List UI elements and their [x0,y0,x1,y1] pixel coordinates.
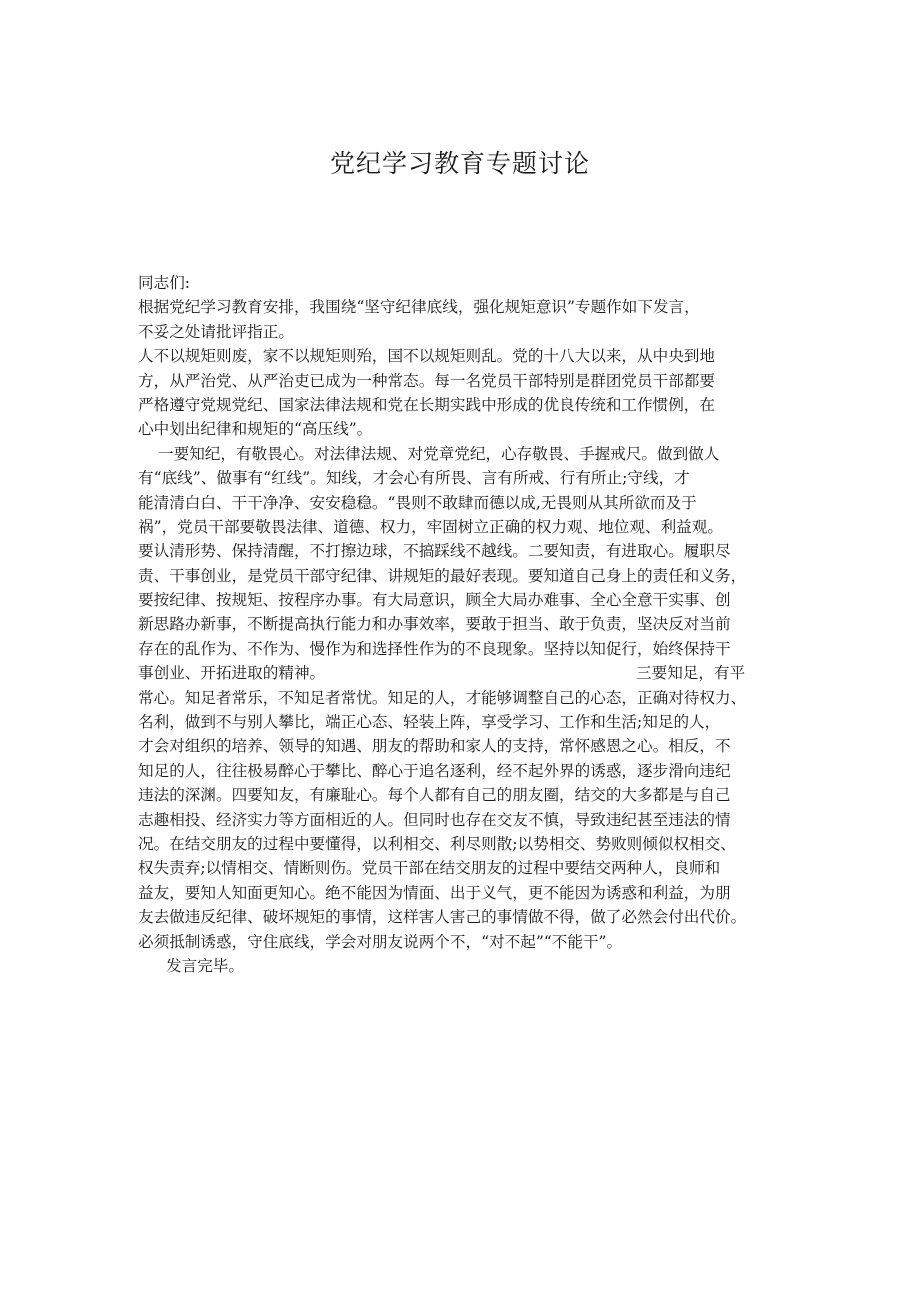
text-line: 人不以规矩则废，家不以规矩则殆，国不以规矩则乱。党的十八大以来，从中央到地 [138,347,715,366]
text-line: 况。在结交朋友的过程中要懂得，以利相交、利尽则散;以势相交、势败则倾似权相交、 [138,834,736,853]
text-line: 权失责弃;以情相交、情断则伤。党员干部在结交朋友的过程中要结交两种人，良师和 [138,859,721,878]
text-line: 祸”，党员干部要敬畏法律、道德、权力，牢固树立正确的权力观、地位观、利益观。 [138,517,723,536]
text-line: 责、干事创业，是党员干部守纪律、讲规矩的最好表现。要知道自己身上的责任和义务， [138,566,747,585]
text-line: 同志们: [138,274,191,292]
text-line: 才会对组织的培养、领导的知遇、朋友的帮助和家人的支持，常怀感恩之心。相反，不 [138,737,731,756]
document-title: 党纪学习教育专题讨论 [329,149,590,178]
text-line: 违法的深渊。四要知友，有廉耻心。每个人都有自己的朋友圈，结交的大多都是与自己 [138,786,731,805]
text-line: 存在的乱作为、不作为、慢作为和选择性作为的不良现象。坚持以知促行，始终保持干 [138,639,731,658]
text-line: 心中划出纪律和规矩的“高压线”。 [138,420,373,439]
text-fragment: 事创业、开拓进取的精神。 [138,664,326,683]
text-line-split [138,661,788,685]
text-line: 必须抵制诱惑，守住底线，学会对朋友说两个不，“对不起”“不能干”。 [138,932,623,951]
text-line: 发言完毕。 [166,956,244,975]
text-line: 名利，做到不与别人攀比，端正心态、轻装上阵，享受学习、工作和生活;知足的人， [138,713,721,732]
text-line: 根据党纪学习教育安排，我围绕“坚守纪律底线，强化规矩意识”专题作如下发言， [138,298,700,317]
text-line: 不妥之处请批评指正。 [138,322,294,341]
text-line: 新思路办新事，不断提高执行能力和办事效率，要敢于担当、敢于负责，坚决反对当前 [138,615,731,634]
text-fragment: 三要知足，有平 [636,664,746,683]
text-line: 能清清白白、干干净净、安安稳稳。“畏则不敢肆而德以成,无畏则从其所欲而及于 [138,493,697,512]
text-line: 志趣相投、经济实力等方面相近的人。但同时也存在交友不慎，导致违纪甚至违法的情 [138,810,731,829]
text-line: 方，从严治党、从严治吏已成为一种常态。每一名党员干部特别是群团党员干部都要 [138,371,715,390]
text-line: 严格遵守党规党纪、国家法律法规和党在长期实践中形成的优良传统和工作惯例，在 [138,395,715,414]
text-line: 要认清形势、保持清醒，不打擦边球，不搞踩线不越线。二要知责，有进取心。履职尽 [138,542,731,561]
text-line: 有“底线”、做事有“红线”。知线，才会心有所畏、言有所戒、行有所止;守线，才 [138,469,690,488]
text-line: 常心。知足者常乐，不知足者常忧。知足的人，才能够调整自己的心态，正确对待权力、 [138,688,747,707]
text-line: 友去做违反纪律、破坏规矩的事情，这样害人害己的事情做不得，做了必然会付出代价。 [138,908,747,927]
document-body [138,271,788,978]
text-line: 益友，要知人知面更知心。绝不能因为情面、出于义气，更不能因为诱惑和利益，为朋 [138,883,731,902]
text-line: 要按纪律、按规矩、按程序办事。有大局意识，顾全大局办难事、全心全意干实事、创 [138,591,731,610]
text-line: 知足的人，往往极易醉心于攀比、醉心于追名逐利，经不起外界的诱惑，逐步滑向违纪 [138,761,731,780]
text-line: 一要知纪，有敬畏心。对法律法规、对党章党纪，心存敬畏、手握戒尺。做到做人 [158,444,720,463]
